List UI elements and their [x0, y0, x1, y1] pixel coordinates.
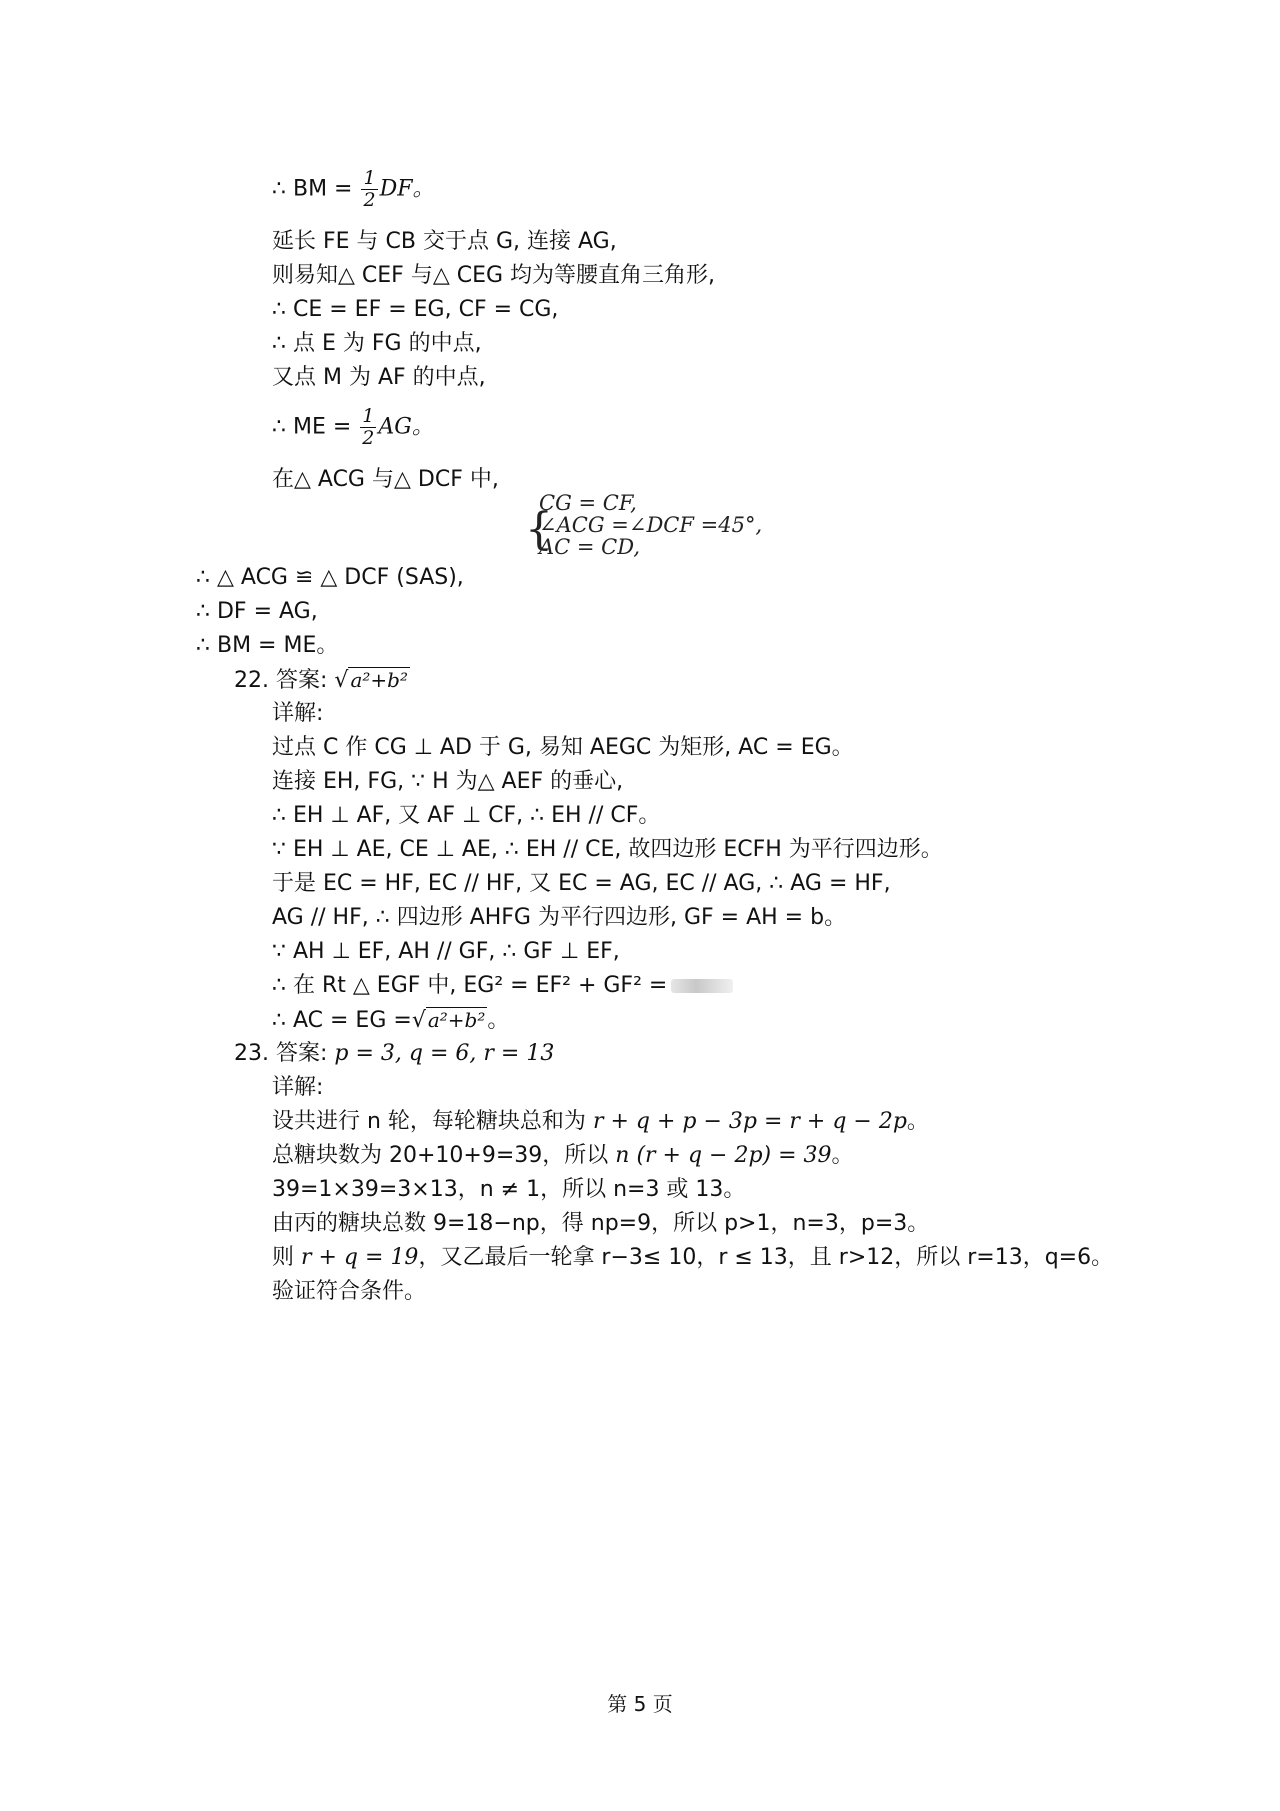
q23-detail-heading: 详解: [272, 1075, 324, 1100]
q22-line: ∵ AH ⊥ EF, AH // GF, ∴ GF ⊥ EF, [272, 939, 620, 964]
sqrt-expression: √ a²+b² [334, 668, 408, 693]
q22-blurred-line: ∴ 在 Rt △ EGF 中, EG² = EF² + GF² = [272, 972, 733, 1000]
line-ce-ef-eg: ∴ CE = EF = EG, CF = CG, [272, 297, 559, 322]
q23-answer: 23. 答案: p = 3, q = 6, r = 13 [234, 1041, 555, 1066]
q22-line: 连接 EH, FG, ∵ H 为△ AEF 的垂心, [272, 769, 624, 794]
q22-answer: 22. 答案: √ a²+b² [234, 668, 408, 693]
page-number: 第 5 页 [607, 1692, 673, 1716]
left-brace: { [525, 504, 553, 555]
fraction-half: $\frac{1}{2}$ [363, 167, 376, 211]
line-congruent: ∴ △ ACG ≌ △ DCF (SAS), [196, 565, 464, 590]
q22-line: 于是 EC = HF, EC // HF, 又 EC = AG, EC // AG, ∴ AG = HF, [272, 871, 891, 896]
line-me-half-ag: ∴ ME = $\frac{1}{2}$ AG。 [272, 405, 434, 449]
line-extend-fe: 延长 FE 与 CB 交于点 G, 连接 AG, [272, 229, 617, 254]
line-m-midpoint: 又点 M 为 AF 的中点, [272, 365, 486, 390]
line-isosceles-right: 则易知△ CEF 与△ CEG 均为等腰直角三角形, [272, 263, 716, 288]
q22-line: 过点 C 作 CG ⊥ AD 于 G, 易知 AEGC 为矩形, AC = EG。 [272, 735, 854, 760]
q23-line: 总糖块数为 20+10+9=39，所以 n (r + q − 2p) = 39。 [272, 1143, 854, 1168]
q22-line: AG // HF, ∴ 四边形 AHFG 为平行四边形, GF = AH = b。 [272, 905, 847, 930]
q23-line: 设共进行 n 轮，每轮糖块总和为 r + q + p − 3p = r + q − 2p。 [272, 1109, 929, 1134]
q23-line: 由丙的糖块总数 9=18−np，得 np=9，所以 p>1，n=3，p=3。 [272, 1211, 930, 1236]
q23-line: 则 r + q = 19，又乙最后一轮拿 r−3≤ 10，r ≤ 13，且 r>12，所以 r=13，q=6。 [272, 1245, 1114, 1270]
system-row: AC = CD, [539, 535, 641, 559]
fraction-half: $\frac{1}{2}$ [362, 405, 375, 449]
line-in-triangles: 在△ ACG 与△ DCF 中, [272, 467, 499, 492]
line-df-ag: ∴ DF = AG, [196, 599, 318, 624]
line-bm-me: ∴ BM = ME。 [196, 633, 339, 658]
line-e-midpoint: ∴ 点 E 为 FG 的中点, [272, 331, 482, 356]
sqrt-expression: √ a²+b² [411, 1008, 486, 1033]
q23-line: 39=1×39=3×13，n ≠ 1，所以 n=3 或 13。 [272, 1177, 746, 1202]
system-row: CG = CF, [539, 491, 637, 515]
blurred-region [671, 979, 733, 993]
system-row: ∠ACG =∠DCF =45°, [539, 513, 763, 537]
q22-conclusion: ∴ AC = EG =√ a²+b²。 [272, 1008, 510, 1033]
q23-line: 验证符合条件。 [272, 1279, 427, 1304]
line-bm-half-df: ∴ BM = $\frac{1}{2}$ DF。 [272, 167, 435, 211]
q22-line: ∴ EH ⊥ AF, 又 AF ⊥ CF, ∴ EH // CF。 [272, 803, 661, 828]
q22-line: ∵ EH ⊥ AE, CE ⊥ AE, ∴ EH // CE, 故四边形 ECFH 为平行四边形。 [272, 837, 943, 862]
q22-detail-heading: 详解: [272, 701, 324, 726]
